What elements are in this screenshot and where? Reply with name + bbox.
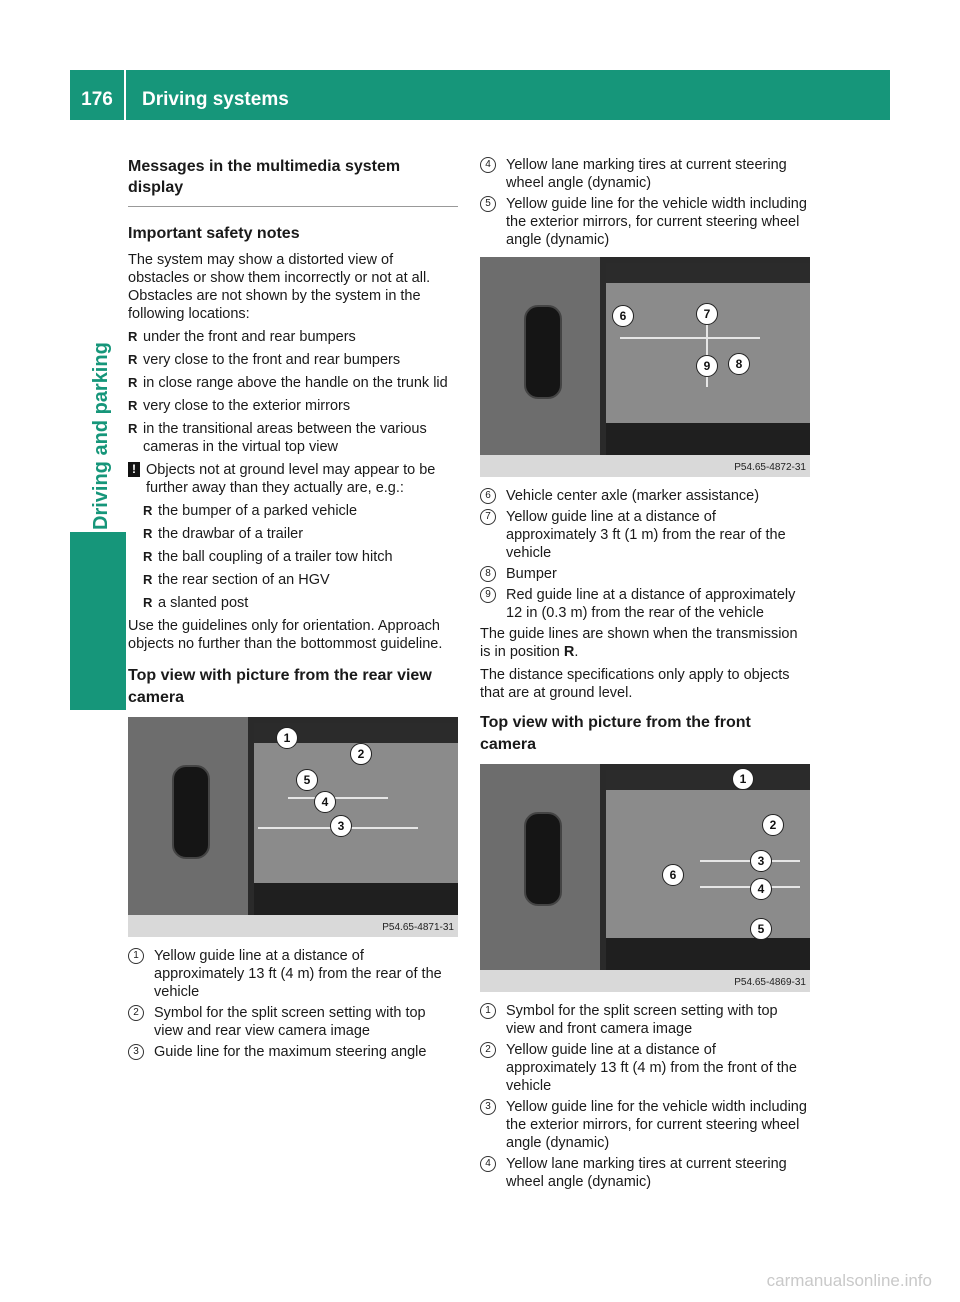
camera-pane [606, 770, 810, 970]
guide-shown-note: The guide lines are shown when the transmission is in position R. [480, 626, 798, 660]
vehicle-icon [172, 765, 210, 859]
legend-item [480, 508, 810, 562]
bullet-item: R very close to the front and rear bumpers [128, 351, 458, 369]
legend-item [128, 947, 458, 1001]
legend-text: Red guide line at a distance of approximately 12 in (0.3 m) from the rear of the vehicle [506, 587, 796, 621]
legend-item [480, 1002, 810, 1038]
callout-3: 3 [750, 850, 772, 872]
legend-item [480, 586, 810, 622]
callout-2: 2 [762, 814, 784, 836]
camera-toolbar [606, 770, 810, 790]
legend-text: Yellow lane marking tires at current steering wheel angle (dynamic) [506, 157, 787, 191]
legend-number: 9 [480, 587, 496, 603]
section-heading: Messages in the multimedia system display [128, 158, 401, 196]
legend-number: 4 [480, 1156, 496, 1172]
legend-number: 6 [480, 488, 496, 504]
warning-note [128, 461, 458, 497]
bullet-item: R in close range above the handle on the trunk lid [128, 374, 458, 392]
callout-4: 4 [750, 878, 772, 900]
front-camera-figure [480, 764, 810, 992]
figure-code: P54.65-4872-31 [734, 462, 806, 473]
legend-item [480, 487, 810, 505]
callout-6: 6 [662, 864, 684, 886]
camera-bottom-bar [606, 423, 810, 455]
figure-code: P54.65-4871-31 [382, 922, 454, 933]
guide-line [288, 797, 388, 799]
safety-heading: Important safety notes [128, 225, 300, 242]
callout-4: 4 [314, 791, 336, 813]
warning-text: Objects not at ground level may appear to be further away than they actually are, e.g.: [146, 462, 436, 496]
callout-6: 6 [612, 305, 634, 327]
callout-9: 9 [696, 355, 718, 377]
divider [128, 206, 458, 207]
legend-item [480, 1041, 810, 1095]
top-view-pane [128, 717, 248, 915]
legend-number: 5 [480, 196, 496, 212]
legend-number: 3 [128, 1044, 144, 1060]
callout-5: 5 [296, 769, 318, 791]
right-column [480, 156, 810, 1194]
legend-text: Symbol for the split screen setting with top view and rear view camera image [154, 1005, 426, 1039]
legend-number: 8 [480, 566, 496, 582]
legend-item [480, 1098, 810, 1152]
legend-text: Yellow guide line for the vehicle width including the exterior mirrors, for current steering wheel angle (dynamic) [506, 196, 807, 248]
legend-item [480, 195, 810, 249]
bullet-item: R the bumper of a parked vehicle [143, 502, 458, 520]
legend-text: Symbol for the split screen setting with top view and front camera image [506, 1003, 778, 1037]
legend-text: Yellow guide line for the vehicle width including the exterior mirrors, for current steering wheel angle (dynamic) [506, 1099, 807, 1151]
figure-code: P54.65-4869-31 [734, 977, 806, 988]
front-heading: Top view with picture from the front camera [480, 714, 751, 753]
left-column [128, 156, 458, 1064]
legend-item [480, 1155, 810, 1191]
legend-text: Vehicle center axle (marker assistance) [506, 488, 760, 504]
guideline-note: Use the guidelines only for orientation. Approach objects no further than the bottommost guideline. [128, 618, 443, 652]
legend-item [128, 1004, 458, 1040]
callout-2: 2 [350, 743, 372, 765]
legend-text: Yellow guide line at a distance of approximately 13 ft (4 m) from the front of the vehicle [506, 1042, 797, 1094]
callout-8: 8 [728, 353, 750, 375]
legend-number: 2 [480, 1042, 496, 1058]
watermark: carmanualsonline.info [766, 1271, 932, 1290]
rear-detail-figure [480, 257, 810, 477]
page-title: Driving systems [142, 89, 289, 110]
legend-text: Guide line for the maximum steering angle [154, 1044, 427, 1060]
vehicle-icon [524, 812, 562, 906]
legend-number: 4 [480, 157, 496, 173]
top-view-pane [480, 764, 600, 970]
top-view-pane [480, 257, 600, 455]
camera-toolbar [606, 263, 810, 283]
legend-number: 3 [480, 1099, 496, 1115]
legend-item [480, 156, 810, 192]
legend-number: 2 [128, 1005, 144, 1021]
legend-text: Yellow lane marking tires at current steering wheel angle (dynamic) [506, 1156, 787, 1190]
bullet-item: R the ball coupling of a trailer tow hitch [143, 548, 458, 566]
camera-bottom-bar [606, 938, 810, 970]
bullet-item: R a slanted post [143, 594, 458, 612]
side-tab [70, 290, 126, 530]
callout-3: 3 [330, 815, 352, 837]
warning-icon: ! [128, 462, 140, 477]
distance-note: The distance specifications only apply to objects that are at ground level. [480, 667, 790, 701]
legend-text: Yellow guide line at a distance of approximately 3 ft (1 m) from the rear of the vehicle [506, 509, 786, 561]
bullet-item: R very close to the exterior mirrors [128, 397, 458, 415]
callout-5: 5 [750, 918, 772, 940]
callout-1: 1 [732, 768, 754, 790]
legend-text: Bumper [506, 566, 557, 582]
rear-camera-figure [128, 717, 458, 937]
bullet-item: R the rear section of an HGV [143, 571, 458, 589]
side-block [70, 532, 126, 710]
intro-text: The system may show a distorted view of obstacles or show them incorrectly or not at all. Obstacles are not shown by the system in the following locations: [128, 252, 431, 322]
legend-item [128, 1043, 458, 1061]
callout-7: 7 [696, 303, 718, 325]
vehicle-icon [524, 305, 562, 399]
bullet-item: R the drawbar of a trailer [143, 525, 458, 543]
guide-line [620, 337, 760, 339]
camera-bottom-bar [254, 883, 458, 915]
legend-number: 1 [128, 948, 144, 964]
rear-heading: Top view with picture from the rear view camera [128, 667, 432, 706]
legend-text: Yellow guide line at a distance of approximately 13 ft (4 m) from the rear of the vehicle [154, 948, 442, 1000]
legend-item [480, 565, 810, 583]
callout-1: 1 [276, 727, 298, 749]
bullet-item: R in the transitional areas between the various cameras in the virtual top view [128, 420, 458, 456]
side-tab-label: Driving and parking [90, 342, 112, 530]
page-number: 176 [70, 70, 126, 120]
legend-number: 7 [480, 509, 496, 525]
legend-number: 1 [480, 1003, 496, 1019]
bullet-item: R under the front and rear bumpers [128, 328, 458, 346]
